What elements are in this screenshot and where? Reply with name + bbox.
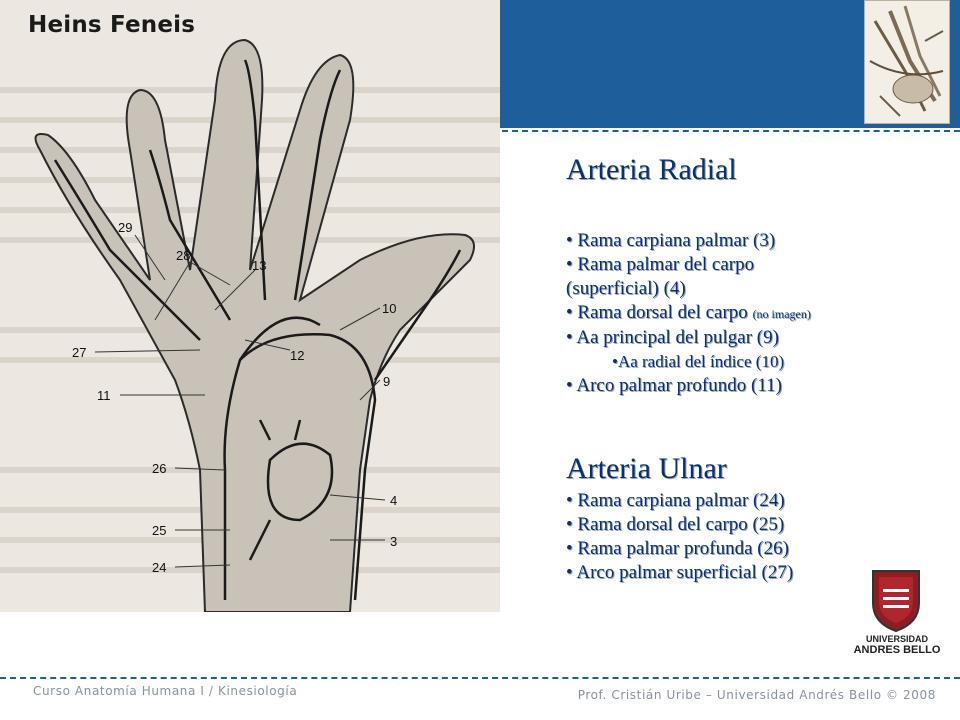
- logo-line-2: ANDRES BELLO: [853, 644, 941, 656]
- figure-label-12: 12: [290, 348, 305, 363]
- course-footer: Curso Anatomía Humana I / Kinesiología: [33, 684, 298, 698]
- list-item: • Rama dorsal del carpo (25): [566, 514, 785, 535]
- ulnar-artery-heading: Arteria Ulnar: [566, 452, 727, 485]
- figure-label-3: 3: [390, 534, 398, 549]
- figure-label-28: 28: [176, 248, 191, 263]
- list-item-note: (no imagen): [752, 307, 811, 321]
- hand-arteries-figure: [0, 0, 500, 612]
- bottom-dashed-divider: [0, 677, 960, 679]
- list-item: • Rama palmar del carpo: [566, 254, 755, 275]
- figure-label-24: 24: [152, 560, 167, 575]
- list-item: [566, 301, 906, 326]
- figure-label-10: 10: [382, 301, 397, 316]
- author-footer: Prof. Cristián Uribe – Universidad Andrés Bello © 2008: [577, 688, 936, 702]
- list-item-text: • Rama dorsal del carpo: [566, 302, 748, 323]
- figure-label-9: 9: [383, 374, 391, 389]
- figure-label-13: 13: [252, 258, 267, 273]
- top-dashed-divider: [502, 130, 960, 132]
- figure-label-25: 25: [152, 523, 167, 538]
- list-item: • Aa principal del pulgar (9): [566, 327, 779, 348]
- radial-branches-list: [566, 229, 906, 398]
- figure-label-4: 4: [390, 493, 398, 508]
- list-item: • Rama carpiana palmar (3): [566, 230, 776, 251]
- list-item: • Rama palmar profunda (26): [566, 538, 789, 559]
- logo-line-1: UNIVERSIDAD: [865, 634, 928, 644]
- figure-label-27: 27: [72, 345, 87, 360]
- figure-label-11: 11: [97, 388, 111, 403]
- radial-artery-heading: Arteria Radial: [566, 153, 737, 186]
- figure-label-29: 29: [118, 220, 133, 235]
- hand-diagram: [0, 0, 500, 612]
- list-item: • Rama carpiana palmar (24): [566, 490, 785, 511]
- figure-label-26: 26: [152, 461, 167, 476]
- list-item: • Arco palmar superficial (27): [566, 562, 794, 583]
- image-source-label: Heins Feneis: [28, 12, 196, 38]
- list-item: (superficial) (4): [566, 278, 686, 299]
- anatomy-thumbnail-image: [864, 0, 950, 124]
- list-item: • Arco palmar profundo (11): [566, 375, 782, 396]
- list-subitem: •Aa radial del índice (10): [612, 352, 785, 371]
